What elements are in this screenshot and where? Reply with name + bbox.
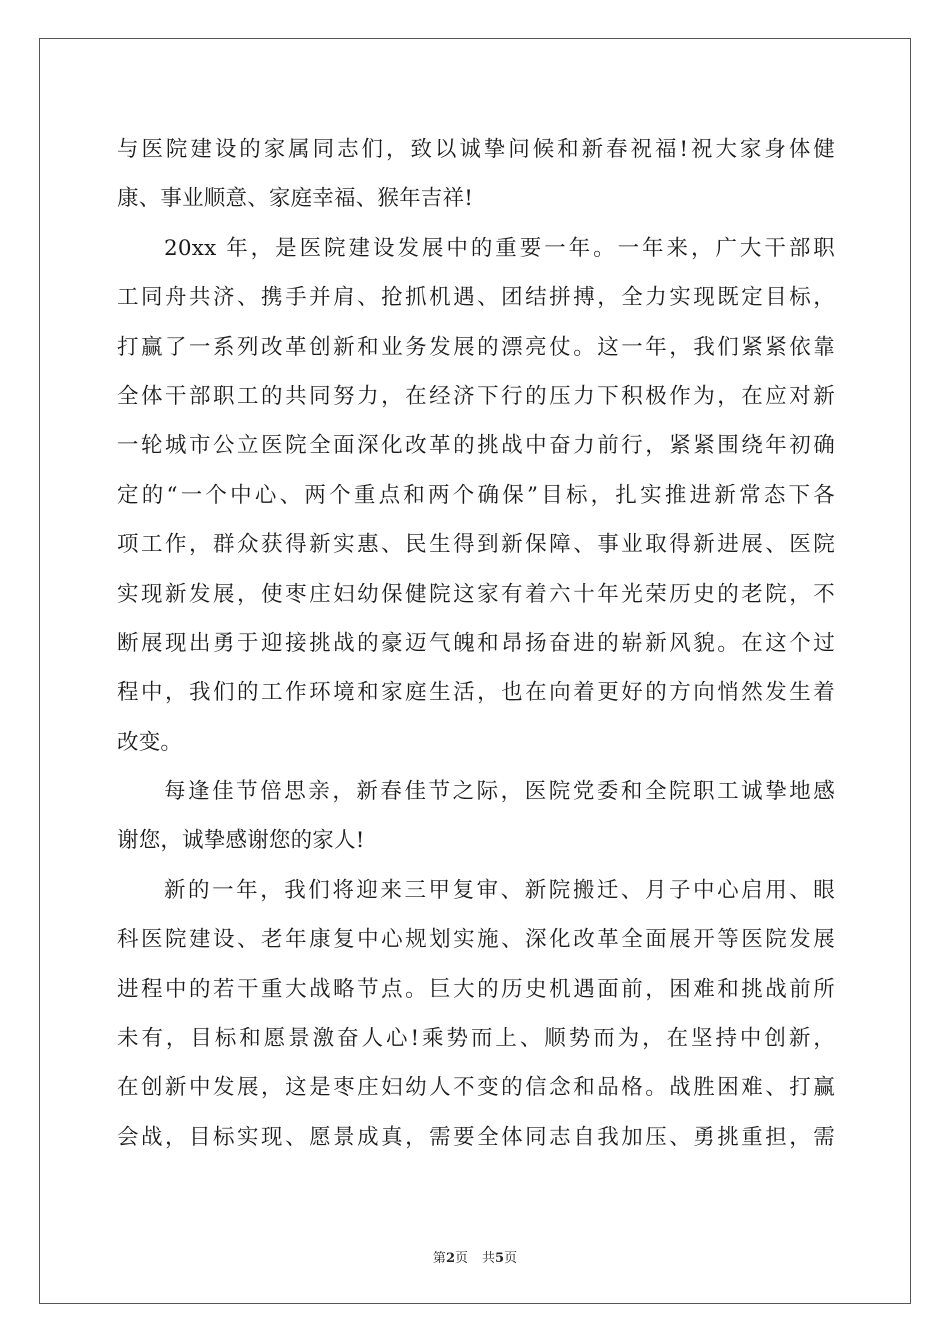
total-pages: 5 <box>495 1251 505 1266</box>
page-footer <box>0 1247 950 1266</box>
total-suffix: 页 <box>504 1251 518 1266</box>
text-line: 改变。 <box>117 729 183 755</box>
page-suffix: 页 <box>454 1251 468 1266</box>
text-line: 程中，我们的工作环境和家庭生活，也在向着更好的方向悄然发生着 <box>117 680 835 706</box>
text-line: 项工作，群众获得新实惠、民生得到新保障、事业取得新进展、医院 <box>117 532 835 558</box>
page-number: 2 <box>445 1251 455 1266</box>
text-line: 工同舟共济、携手并肩、抢抓机遇、团结拼搏，全力实现既定目标， <box>117 285 835 311</box>
paragraph-first-line: 新的一年，我们将迎来三甲复审、新院搬迁、月子中心启用、眼 <box>164 877 835 903</box>
paragraph-first-line: 每逢佳节倍思亲，新春佳节之际，医院党委和全院职工诚挚地感 <box>164 779 835 805</box>
text-line: 康、事业顺意、家庭幸福、猴年吉祥! <box>117 186 474 212</box>
text-line: 未有，目标和愿景激奋人心!乘势而上、顺势而为，在坚持中创新， <box>117 1026 835 1052</box>
total-prefix: 共 <box>482 1251 496 1266</box>
text-line: 会战，目标实现、愿景成真，需要全体同志自我加压、勇挑重担，需 <box>117 1124 835 1150</box>
paragraph-first-line: 20xx 年，是医院建设发展中的重要一年。一年来，广大干部职 <box>164 235 835 261</box>
document-body <box>117 125 835 1162</box>
text-line: 断展现出勇于迎接挑战的豪迈气魄和昂扬奋进的崭新风貌。在这个过 <box>117 630 835 656</box>
text-line: 进程中的若干重大战略节点。巨大的历史机遇面前，困难和挑战前所 <box>117 976 835 1002</box>
text-line: 在创新中发展，这是枣庄妇幼人不变的信念和品格。战胜困难、打赢 <box>117 1075 835 1101</box>
text-line: 实现新发展，使枣庄妇幼保健院这家有着六十年光荣历史的老院，不 <box>117 581 835 607</box>
text-line: 科医院建设、老年康复中心规划实施、深化改革全面展开等医院发展 <box>117 927 835 953</box>
text-line: 定的“一个中心、两个重点和两个确保”目标，扎实推进新常态下各 <box>117 482 835 508</box>
text-line: 一轮城市公立医院全面深化改革的挑战中奋力前行，紧紧围绕年初确 <box>117 433 835 459</box>
text-line: 与医院建设的家属同志们，致以诚挚问候和新春祝福!祝大家身体健 <box>117 137 835 162</box>
page-prefix: 第 <box>432 1251 446 1266</box>
text-line: 打赢了一系列改革创新和业务发展的漂亮仗。这一年，我们紧紧依靠 <box>117 334 835 360</box>
text-line: 谢您，诚挚感谢您的家人! <box>117 828 365 854</box>
text-line: 全体干部职工的共同努力，在经济下行的压力下积极作为，在应对新 <box>117 383 835 409</box>
